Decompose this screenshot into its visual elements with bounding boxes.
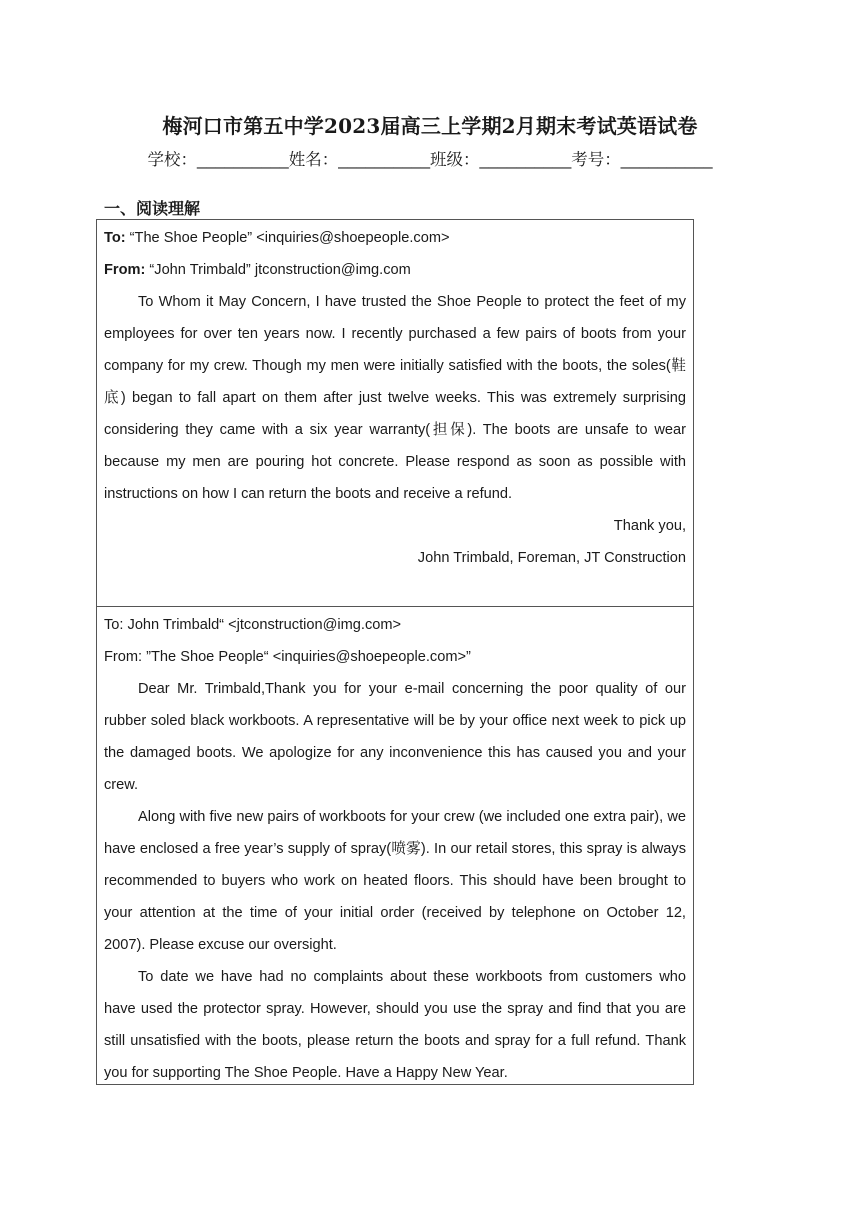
email-1-body: To Whom it May Concern, I have trusted the Shoe People to protect the feet of my employees for over ten years now. I recently purchased a few pairs of boots from your company for my crew. Though my men were initially satisfied with the boots, the soles(鞋底) began to fall apart on them after just twelve weeks. This was extremely surprising considering they came with a six year warranty(担保). The boots are unsafe to wear because my men are pouring hot concrete. Please respond as soon as possible with instructions on how I can return the boots and receive a refund. — [104, 294, 686, 502]
email-2-to-line: To: John Trimbald“ <jtconstruction@img.com> — [104, 617, 402, 633]
email-1-closing: Thank you, — [613, 518, 686, 534]
email-2-box — [96, 606, 694, 1085]
email-2-paragraph-2: Along with five new pairs of workboots for your crew (we included one extra pair), we have enclosed a free year’s supply of spray(喷雾). In our retail stores, this spray is always recommended to buyers who work on heated floors. This should have been brought to your attention at the time of your initial order (received by telephone on October 12, 2007). Please excuse our oversight. — [104, 809, 686, 953]
email-1-signature: John Trimbald, Foreman, JT Construction — [417, 550, 686, 566]
email-1-from-value: “John Trimbald” jtconstruction@img.com — [145, 262, 411, 278]
email-1-from-line — [104, 254, 686, 286]
email-2-paragraph-1: Dear Mr. Trimbald,Thank you for your e-mail concerning the poor quality of our rubber soled black workboots. A representative will be by your office next week to pick up the damaged boots. We apologize for any inconvenience this has caused you and your crew. — [104, 681, 686, 793]
email-2-from-line: From: ”The Shoe People“ <inquiries@shoepeople.com>” — [104, 649, 471, 665]
student-info-line: 学校：__________姓名：__________班级：__________考号：__________ — [147, 151, 713, 169]
email-1-to-label: To: — [104, 230, 126, 246]
email-1-to-value: “The Shoe People” <inquiries@shoepeople.com> — [125, 230, 450, 246]
email-1-to-line — [104, 222, 686, 254]
email-1-from-label: From: — [104, 262, 146, 278]
exam-title: 梅河口市第五中学2023届高三上学期2月期末考试英语试卷 — [162, 114, 698, 138]
email-2-paragraph-3: To date we have had no complaints about these workboots from customers who have used the protector spray. However, should you use the spray and find that you are still unsatisfied with the boots, please return the boots and spray for a full refund. Thank you for supporting The Shoe People. Have a Happy New Year. — [104, 969, 686, 1081]
email-1-box — [96, 219, 694, 607]
section-title: 一、阅读理解 — [104, 201, 201, 218]
